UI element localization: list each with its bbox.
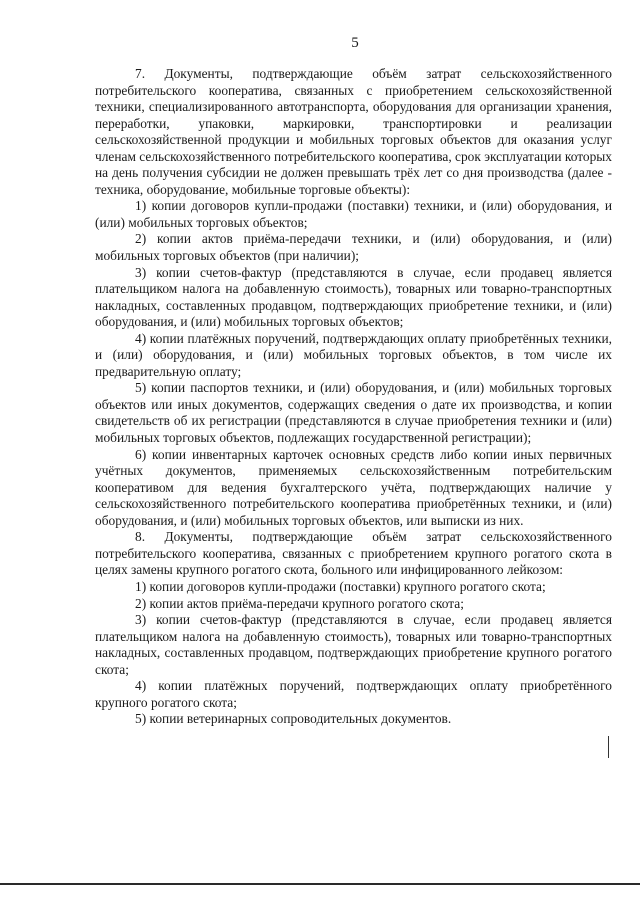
page-number: 5 <box>351 35 359 51</box>
paragraph-item-8: 8. Документы, подтверждающие объём затрат сельскохозяйственного потребительского кооператива, связанных с приобретением крупного рогатого скота в целях замены крупного рогатого скота, больного или инфицированного лейкозом: <box>95 529 612 578</box>
document-body <box>95 66 612 728</box>
bottom-scan-edge <box>0 883 640 885</box>
list-item: 3) копии счетов-фактур (представляются в случае, если продавец является плательщиком налога на добавленную стоимость), товарных или товарно-транспортных накладных, составленных продавцом, подтверждающих приобретение крупного рогатого скота; <box>95 612 612 677</box>
list-item: 1) копии договоров купли-продажи (поставки) техники, и (или) оборудования, и (или) мобильных торговых объектов; <box>95 198 612 230</box>
list-item: 4) копии платёжных поручений, подтверждающих оплату приобретённых техники, и (или) оборудования, и (или) мобильных торговых объектов, в том числе их предварительную оплату; <box>95 330 612 379</box>
list-item: 2) копии актов приёма-передачи крупного рогатого скота; <box>135 595 464 611</box>
list-item: 5) копии паспортов техники, и (или) оборудования, и (или) мобильных торговых объектов или иных документов, содержащих сведения о дате их производства, и копии свидетельств об их регистрации (представляются в случае приобретения техники и (или) мобильных торговых объектов, подлежащих государственной регистрации); <box>95 380 612 446</box>
list-item: 5) копии ветеринарных сопроводительных документов. <box>135 711 452 727</box>
list-item: 4) копии платёжных поручений, подтверждающих оплату приобретённого крупного рогатого скота; <box>95 678 612 710</box>
scan-margin-mark <box>608 736 609 758</box>
list-item: 2) копии актов приёма-передачи техники, и (или) оборудования, и (или) мобильных торговых объектов (при наличии); <box>95 231 612 264</box>
list-item: 6) копии инвентарных карточек основных средств либо копии иных первичных учётных документов, применяемых сельскохозяйственным потребительским кооперативом для ведения бухгалтерского учёта, подтверждающих наличие у сельскохозяйственного потребительского кооператива приобретённых техники, и (или) оборудования, и (или) мобильных торговых объектов, или выписки из них. <box>95 446 612 528</box>
list-item: 3) копии счетов-фактур (представляются в случае, если продавец является плательщиком налога на добавленную стоимость), товарных или товарно-транспортных накладных, составленных продавцом, подтверждающих приобретение техники, и (или) оборудования, и (или) мобильных торговых объектов; <box>95 264 612 330</box>
paragraph-item-7: 7. Документы, подтверждающие объём затрат сельскохозяйственного потребительского кооператива, связанных с приобретением сельскохозяйственной техники, специализированного автотранспорта, оборудования для организации хранения, переработки, упаковки, маркировки, транспортировки и реализации сельскохозяйственной продукции и мобильных торговых объектов для оказания услуг членам сельскохозяйственного потребительского кооператива, срок эксплуатации которых на день получения субсидии не должен превышать трёх лет со дня производства (далее - техника, оборудование, мобильные торговые объекты): <box>95 66 612 197</box>
list-item: 1) копии договоров купли-продажи (поставки) крупного рогатого скота; <box>135 578 546 594</box>
